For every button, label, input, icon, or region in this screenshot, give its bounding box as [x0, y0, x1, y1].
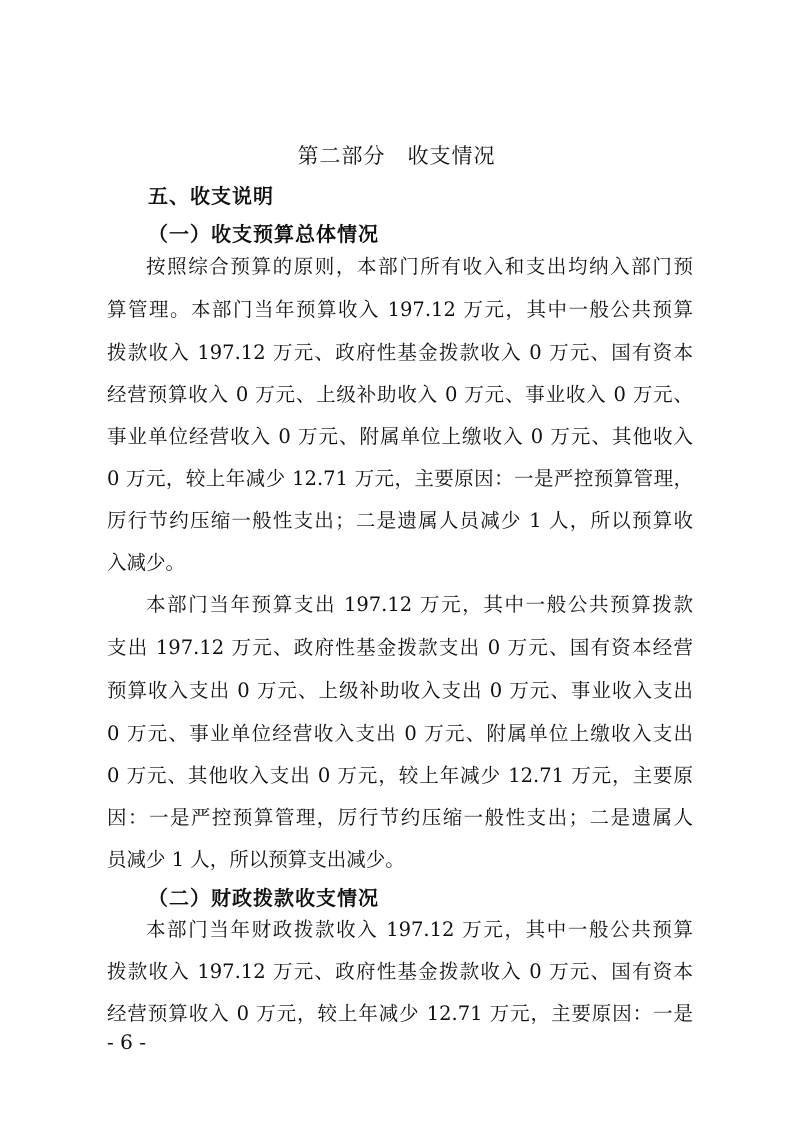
paragraph-line: 支出 197.12 万元、政府性基金拨款支出 0 万元、国有资本经营: [107, 636, 693, 659]
paragraph-line: 因：一是严控预算管理，厉行节约压缩一般性支出；二是遗属人: [107, 806, 693, 829]
paragraph-line: 本部门当年财政拨款收入 197.12 万元，其中一般公共预算: [146, 918, 693, 941]
paragraph-line: 0 万元，较上年减少 12.71 万元，主要原因：一是严控预算管理，: [107, 467, 693, 490]
paragraph-line: 员减少 1 人，所以预算支出减少。: [107, 848, 405, 871]
paragraph-line: 事业单位经营收入 0 万元、附属单位上缴收入 0 万元、其他收入: [107, 425, 693, 448]
paragraph-line: 本部门当年预算支出 197.12 万元，其中一般公共预算拨款: [146, 593, 693, 616]
paragraph-line: 经营预算收入 0 万元，较上年减少 12.71 万元，主要原因：一是: [107, 1002, 693, 1025]
paragraph-line: 算管理。本部门当年预算收入 197.12 万元，其中一般公共预算: [107, 298, 693, 321]
paragraph-line: 入减少。: [107, 551, 186, 574]
page-number: - 6 -: [107, 1030, 146, 1054]
paragraph-line: 拨款收入 197.12 万元、政府性基金拨款收入 0 万元、国有资本: [107, 341, 693, 364]
subsection-heading-2: （二）财政拨款收支情况: [148, 886, 379, 910]
paragraph-line: 0 万元、事业单位经营收入支出 0 万元、附属单位上缴收入支出: [107, 722, 693, 745]
subsection-heading-1: （一）收支预算总体情况: [148, 222, 379, 246]
section-heading: 五、收支说明: [148, 184, 274, 208]
paragraph-line: 厉行节约压缩一般性支出；二是遗属人员减少 1 人，所以预算收: [107, 509, 693, 532]
paragraph-line: 预算收入支出 0 万元、上级补助收入支出 0 万元、事业收入支出: [107, 679, 693, 702]
paragraph-line: 拨款收入 197.12 万元、政府性基金拨款收入 0 万元、国有资本: [107, 960, 693, 983]
part-title: 第二部分 收支情况: [297, 144, 496, 168]
paragraph-line: 经营预算收入 0 万元、上级补助收入 0 万元、事业收入 0 万元、: [107, 383, 693, 406]
paragraph-line: 0 万元、其他收入支出 0 万元，较上年减少 12.71 万元，主要原: [107, 764, 693, 787]
paragraph-line: 按照综合预算的原则，本部门所有收入和支出均纳入部门预: [146, 255, 693, 278]
